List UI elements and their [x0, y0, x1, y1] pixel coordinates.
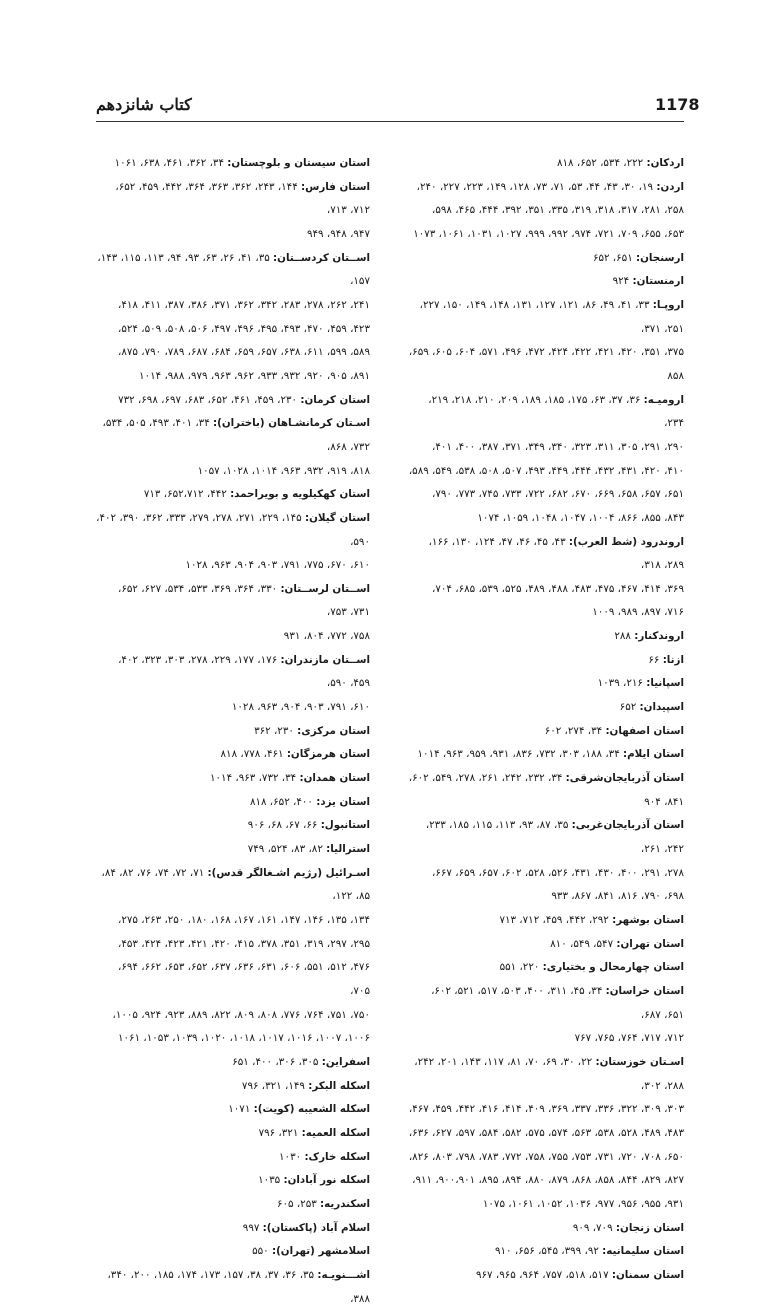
entry-page-refs: ۶۵۱، ۶۵۷، ۶۵۸، ۶۶۹، ۶۷۰، ۶۸۲، ۷۲۲، ۷۳۳، ۷۴۵، ۷۷۳، ۷۹۰، — [432, 488, 684, 501]
entry-term: اسـتان کرمانشـاهان (باختران): — [213, 417, 370, 430]
entry-term: استان فارس: — [301, 180, 370, 193]
index-entry-continuation — [408, 460, 684, 484]
index-entry — [408, 389, 684, 436]
index-entry-continuation — [96, 554, 370, 578]
index-entry — [96, 578, 370, 625]
index-entry-continuation — [96, 365, 370, 389]
entry-page-refs: ۱۰۳۰ — [279, 1150, 305, 1163]
index-entry-continuation — [96, 1004, 370, 1028]
index-entry — [96, 247, 370, 294]
entry-term: استان تهران: — [616, 937, 684, 950]
entry-term: اسپیدان: — [639, 701, 684, 714]
index-entry-continuation — [408, 1146, 684, 1170]
entry-page-refs: ۲۹۲، ۴۴۲، ۴۵۹، ۷۱۲، ۷۱۳ — [499, 914, 613, 926]
entry-page-refs: ۳۶، ۳۷، ۶۳، ۱۷۵، ۱۸۵، ۱۸۹، ۲۰۹، ۲۱۰، ۲۱۸، ۲۱۹، ۲۳۴، — [428, 393, 684, 430]
index-entry — [408, 909, 684, 933]
index-entry-continuation — [96, 341, 370, 365]
entry-page-refs: ۶۵۱، ۶۵۲ — [592, 251, 637, 264]
entry-page-refs: ۲۴۱، ۲۶۲، ۲۷۸، ۲۸۳، ۳۴۲، ۳۶۲، ۳۷۱، ۳۸۶، ۳۸۷، ۴۱۱، ۴۱۸، — [118, 298, 370, 311]
entry-page-refs: ۶۶ — [648, 653, 663, 666]
entry-page-refs: ۲۱۶، ۱۰۳۹ — [597, 677, 647, 690]
entry-page-refs: ۴۰۰، ۶۵۲، ۸۱۸ — [249, 795, 317, 808]
entry-page-refs: ۳۵، ۸۷، ۹۳، ۱۱۳، ۱۱۵، ۱۸۵، ۲۳۳، ۲۴۲، ۲۶۱، — [425, 819, 684, 856]
index-entry-continuation — [96, 909, 370, 933]
index-entry — [96, 791, 370, 815]
entry-page-refs: ۱۷۶، ۱۷۷، ۲۲۹، ۲۷۸، ۳۰۳، ۳۲۳، ۴۰۲، ۴۵۹، ۵۹۰، — [118, 653, 370, 690]
index-entry — [408, 1051, 684, 1098]
index-entry-continuation — [96, 956, 370, 1003]
entry-page-refs: ۲۳۰، ۳۶۲ — [254, 724, 298, 737]
entry-page-refs: ۹۲۴ — [612, 275, 633, 288]
entry-term: اسکله البکر: — [308, 1079, 370, 1092]
entry-term: اســتان مازندران: — [280, 653, 370, 666]
entry-term: استان خراسان: — [605, 984, 684, 997]
index-column-right — [408, 152, 684, 1288]
entry-term: اسکندریه: — [320, 1197, 370, 1210]
entry-term: اردن: — [656, 180, 684, 193]
entry-page-refs: ۸۲۷، ۸۲۹، ۸۴۴، ۸۵۸، ۸۶۸، ۸۷۹، ۸۸۰، ۸۹۴، ۸۹۵، ۹۰۰،۹۰۱، ۹۱۱، — [412, 1174, 684, 1187]
entry-page-refs: ۳۴، ۲۷۴، ۶۰۲ — [544, 724, 606, 737]
index-entry-continuation — [96, 1027, 370, 1051]
index-entry-continuation — [408, 885, 684, 909]
index-entry-continuation — [96, 223, 370, 247]
entry-term: استان یزد: — [316, 795, 370, 808]
index-entry — [408, 672, 684, 696]
index-entry — [408, 247, 684, 271]
index-entry — [408, 743, 684, 767]
index-entry-continuation — [96, 625, 370, 649]
entry-term: اسکله العمیه: — [301, 1126, 370, 1139]
entry-page-refs: ۲۷۸، ۲۹۱، ۴۰۰، ۴۳۰، ۴۳۱، ۵۲۶، ۵۲۸، ۶۰۲، ۶۵۷، ۶۵۹، ۶۶۷، — [432, 866, 684, 879]
index-entry — [408, 980, 684, 1027]
entry-page-refs: ۴۷۶، ۵۱۲، ۵۵۱، ۶۰۶، ۶۳۱، ۶۳۶، ۶۳۷، ۶۵۲، ۶۵۳، ۶۶۲، ۶۹۴، ۷۰۵، — [118, 961, 370, 997]
entry-term: اردکان: — [646, 157, 684, 169]
entry-term: استانبول: — [320, 819, 370, 832]
index-entry — [96, 1146, 370, 1170]
index-entry-continuation — [96, 696, 370, 720]
entry-term: استان سیستان و بلوچستان: — [227, 157, 370, 169]
entry-term: ارومیـه: — [643, 393, 684, 406]
entry-term: استان زنجان: — [615, 1221, 684, 1234]
entry-page-refs: ۲۵۸، ۲۸۱، ۳۱۷، ۳۱۸، ۳۱۹، ۳۳۵، ۳۵۱، ۳۹۲، ۴۴۴، ۴۶۵، ۵۹۸، — [432, 204, 684, 217]
entry-page-refs: ۶۶، ۶۷، ۶۸، ۹۰۶ — [247, 819, 321, 832]
index-entry-continuation — [408, 1169, 684, 1193]
entry-page-refs: ۷۱، ۷۲، ۷۴، ۷۶، ۸۲، ۸۴، ۸۵، ۱۲۲، — [101, 866, 370, 903]
index-entry-continuation — [96, 460, 370, 484]
entry-page-refs: ۷۱۶، ۸۹۷، ۹۸۹، ۱۰۰۹ — [592, 606, 684, 619]
index-entry-continuation — [408, 1027, 684, 1051]
index-entry-continuation — [96, 933, 370, 957]
index-entry — [96, 767, 370, 791]
index-entry — [408, 294, 684, 341]
entry-page-refs: ۳۴، ۳۶۲، ۴۶۱، ۶۳۸، ۱۰۶۱ — [114, 157, 228, 169]
entry-term: اســتان کردســتان: — [273, 251, 370, 264]
entry-page-refs: ۴۲۳، ۴۵۹، ۴۷۰، ۴۹۳، ۴۹۵، ۴۹۶، ۴۹۷، ۵۰۶، ۵۰۸، ۵۰۹، ۵۲۴، — [118, 322, 370, 335]
index-entry — [408, 531, 684, 578]
entry-page-refs: ۹۴۷، ۹۴۸، ۹۴۹ — [307, 227, 370, 240]
index-entry — [96, 862, 370, 909]
entry-page-refs: ۶۵۲ — [619, 701, 640, 714]
entry-page-refs: ۸۲، ۸۳، ۵۲۴، ۷۴۹ — [247, 843, 327, 856]
index-entry — [408, 625, 684, 649]
index-entry — [96, 1051, 370, 1075]
entry-term: استان گیلان: — [304, 511, 370, 524]
index-entry-continuation — [408, 1122, 684, 1146]
index-entry-continuation — [408, 507, 684, 531]
entry-page-refs: ۳۶۹، ۴۱۴، ۴۶۷، ۴۷۵، ۴۸۳، ۴۸۸، ۴۸۹، ۵۲۵، ۵۳۹، ۶۸۵، ۷۰۴، — [432, 582, 684, 595]
entry-term: استان کرمان: — [300, 393, 370, 406]
entry-term: اسکله خارک: — [304, 1150, 370, 1163]
entry-term: اسفراین: — [321, 1055, 370, 1068]
entry-page-refs: ۳۲۱، ۷۹۶ — [258, 1126, 302, 1139]
index-entry — [408, 1217, 684, 1241]
index-entry — [96, 743, 370, 767]
entry-term: استان اصفهان: — [605, 724, 684, 737]
entry-page-refs: ۷۰۹، ۹۰۹ — [572, 1221, 616, 1234]
index-entry-continuation — [408, 436, 684, 460]
entry-term: استان کهکیلویه و بویراحمد: — [230, 488, 370, 501]
entry-term: ازنا: — [662, 653, 684, 666]
entry-page-refs: ۱۹، ۳۰، ۴۳، ۴۴، ۵۳، ۷۱، ۷۳، ۱۲۸، ۱۴۹، ۲۲۳، ۲۲۷، ۲۴۰، — [416, 180, 657, 193]
index-entry — [96, 1193, 370, 1217]
entry-page-refs: ۲۲۲، ۵۳۴، ۶۵۲، ۸۱۸ — [557, 157, 647, 169]
entry-page-refs: ۲۵۳، ۶۰۵ — [276, 1197, 321, 1210]
entry-term: اســتان لرســتان: — [280, 582, 370, 595]
entry-page-refs: ۳۵، ۴۱، ۲۶، ۶۳، ۹۳، ۹۴، ۱۱۳، ۱۱۵، ۱۴۳، ۱۵۷، — [97, 251, 370, 288]
entry-page-refs: ۲۲، ۳۰، ۶۹، ۷۰، ۸۱، ۱۱۷، ۱۴۳، ۲۰۱، ۲۴۲، ۲۸۸، ۳۰۲، — [414, 1055, 684, 1092]
entry-term: اسلامشهر (تهران): — [271, 1245, 370, 1258]
entry-term: استان سمنان: — [611, 1268, 684, 1281]
index-entry-continuation — [408, 578, 684, 602]
entry-page-refs: ۳۴، ۷۳۲، ۹۶۳، ۱۰۱۴ — [209, 772, 300, 785]
entry-page-refs: ۱۴۹، ۳۲۱، ۷۹۶ — [241, 1079, 309, 1092]
index-entry — [408, 933, 684, 957]
index-entry — [408, 152, 684, 176]
entry-term: استان مرکزی: — [297, 724, 370, 737]
entry-page-refs: ۳۴، ۴۰۱، ۴۹۳، ۵۰۵، ۵۳۴، ۷۳۲، ۸۶۸، — [102, 417, 370, 453]
index-entry — [96, 838, 370, 862]
entry-term: اسکله الشعیبه (کویت): — [253, 1103, 370, 1116]
entry-page-refs: ۲۹۰، ۲۹۱، ۳۰۵، ۳۱۱، ۳۲۳، ۳۴۰، ۳۴۹، ۳۷۱، ۳۸۷، ۴۰۰، ۴۰۱، — [432, 440, 684, 453]
entry-page-refs: ۸۹۱، ۹۰۵، ۹۲۰، ۹۳۲، ۹۳۳، ۹۶۲، ۹۶۳، ۹۷۹، ۹۸۸، ۱۰۱۴ — [139, 369, 370, 382]
book-title: کتاب شانزدهم — [96, 95, 192, 114]
index-entry-continuation — [408, 1193, 684, 1217]
entry-term: استان همدان: — [299, 772, 370, 785]
entry-page-refs: ۶۹۸، ۷۹۰، ۸۱۶، ۸۴۱، ۸۶۷، ۹۳۳ — [551, 890, 684, 903]
index-entry — [408, 720, 684, 744]
entry-page-refs: ۱۴۵، ۲۲۹، ۲۷۱، ۲۷۸، ۲۷۹، ۳۳۳، ۳۶۲، ۳۹۰، ۴۰۲، ۵۹۰، — [96, 511, 370, 548]
index-entry — [96, 1075, 370, 1099]
entry-page-refs: ۶۵۰، ۷۰۸، ۷۲۰، ۷۳۱، ۷۵۳، ۷۵۵، ۷۵۸، ۷۷۲، ۷۸۳، ۷۹۸، ۸۰۳، ۸۲۶، — [408, 1150, 684, 1163]
entry-page-refs: ۷۵۰، ۷۵۱، ۷۶۴، ۷۷۶، ۸۰۸، ۸۰۹، ۸۲۲، ۸۸۹، ۹۲۳، ۹۲۴، ۱۰۰۵، — [112, 1008, 370, 1021]
entry-page-refs: ۱۰۰۶، ۱۰۰۷، ۱۰۱۶، ۱۰۱۷، ۱۰۱۸، ۱۰۲۰، ۱۰۳۹، ۱۰۵۳، ۱۰۶۱ — [118, 1032, 370, 1045]
index-entry-continuation — [408, 1098, 684, 1122]
index-entry — [96, 1240, 370, 1264]
index-entry — [96, 507, 370, 554]
entry-term: استان ایلام: — [623, 748, 684, 761]
entry-term: استان سلیمانیه: — [602, 1245, 684, 1258]
entry-page-refs: ۵۸۹، ۵۹۹، ۶۱۱، ۶۳۸، ۶۵۷، ۶۵۹، ۶۸۴، ۶۸۷، ۷۸۹، ۷۹۰، ۸۷۵، — [118, 346, 370, 359]
header-rule — [96, 121, 684, 122]
entry-term: استان چهارمحال و بختیاری: — [542, 961, 684, 974]
entry-term: اروندکنار: — [634, 630, 684, 643]
entry-page-refs: ۱۴۴، ۲۴۳، ۳۶۲، ۳۶۳، ۳۶۴، ۴۴۲، ۴۵۹، ۶۵۲، ۷۱۲، ۷۱۳، — [115, 180, 370, 217]
index-entry — [96, 412, 370, 459]
index-entry — [96, 152, 370, 176]
entry-page-refs: ۹۹۷ — [242, 1221, 263, 1234]
entry-term: استان هرمزگان: — [286, 748, 370, 761]
index-entry — [96, 176, 370, 223]
index-entry-continuation — [408, 341, 684, 388]
entry-page-refs: ۵۵۰ — [252, 1245, 272, 1258]
entry-page-refs: ۶۱۰، ۷۹۱، ۹۰۳، ۹۰۴، ۹۶۳، ۱۰۲۸ — [231, 701, 370, 714]
entry-term: استان آذربایجان‌غربی: — [571, 819, 684, 832]
entry-page-refs: ۴۴۲، ۶۵۲،۷۱۲، ۷۱۳ — [143, 488, 231, 501]
entry-page-refs: ۳۷۵، ۳۵۱، ۴۲۰، ۴۲۱، ۴۲۲، ۴۲۴، ۴۷۲، ۴۹۶، ۵۷۱، ۶۰۴، ۶۰۵، ۶۵۹، ۸۵۸ — [408, 346, 684, 382]
entry-page-refs: ۴۱۰، ۴۲۰، ۴۳۱، ۴۳۲، ۴۴۴، ۴۴۹، ۴۹۳، ۵۰۷، ۵۰۸، ۵۳۸، ۵۴۹، ۵۸۹، — [408, 464, 684, 477]
index-entry — [96, 1264, 370, 1311]
index-column-left — [96, 152, 370, 1311]
entry-page-refs: ۳۴، ۲۳۲، ۲۴۲، ۲۶۱، ۲۷۸، ۵۴۹، ۶۰۲، ۸۴۱، ۹۰۴ — [408, 772, 684, 808]
entry-page-refs: ۶۵۳، ۶۵۵، ۷۰۹، ۷۲۱، ۹۷۴، ۹۹۲، ۹۹۹، ۱۰۲۷، ۱۰۳۱، ۱۰۶۱، ۱۰۷۳ — [413, 227, 684, 240]
index-entry-continuation — [96, 294, 370, 318]
entry-page-refs: ۳۰۵، ۳۰۶، ۴۰۰، ۶۵۱ — [232, 1055, 322, 1068]
page-number: 1178 — [655, 95, 700, 114]
index-entry — [96, 649, 370, 696]
entry-page-refs: ۷۵۸، ۷۷۲، ۸۰۴، ۹۳۱ — [283, 630, 370, 643]
index-entry — [408, 767, 684, 814]
index-entry — [96, 720, 370, 744]
entry-page-refs: ۳۳، ۴۱، ۴۹، ۸۶، ۱۲۱، ۱۲۷، ۱۳۱، ۱۴۸، ۱۴۹، ۱۵۰، ۲۲۷، ۲۵۱، ۳۷۱، — [419, 298, 684, 335]
entry-term: اسکله نور آبادان: — [283, 1174, 370, 1187]
index-entry — [96, 1098, 370, 1122]
entry-term: اشـــنویـه: — [317, 1268, 370, 1281]
entry-term: اسپانیا: — [646, 677, 684, 690]
index-entry — [408, 696, 684, 720]
entry-page-refs: ۴۳، ۴۵، ۴۶، ۴۷، ۱۲۴، ۱۳۰، ۱۶۶، ۲۸۹، ۳۱۸، — [428, 535, 684, 572]
entry-page-refs: ۳۵، ۳۶، ۳۷، ۳۸، ۱۵۷، ۱۷۳، ۱۷۴، ۱۸۵، ۲۰۰، ۳۴۰، ۳۸۸، — [107, 1268, 370, 1305]
entry-page-refs: ۲۳۰، ۴۵۹، ۴۶۱، ۶۵۲، ۶۸۳، ۶۹۷، ۶۹۸، ۷۳۲ — [118, 393, 301, 406]
entry-term: اسلام آباد (پاکستان): — [262, 1221, 370, 1234]
entry-page-refs: ۹۳۱، ۹۵۵، ۹۵۶، ۹۷۷، ۱۰۳۶، ۱۰۵۲، ۱۰۶۱، ۱۰۷۵ — [482, 1197, 684, 1210]
entry-page-refs: ۴۶۱، ۷۷۸، ۸۱۸ — [220, 748, 287, 761]
index-entry — [408, 956, 684, 980]
entry-term: اروپـا: — [652, 298, 684, 311]
index-entry-continuation — [408, 199, 684, 223]
entry-term: اسـتان خوزستان: — [595, 1055, 684, 1068]
entry-page-refs: ۲۹۵، ۲۹۷، ۳۱۹، ۳۵۱، ۳۷۸، ۴۱۵، ۴۲۰، ۴۲۱، ۴۲۳، ۴۲۴، ۴۵۳، — [118, 937, 370, 950]
entry-page-refs: ۱۰۳۵ — [258, 1174, 284, 1187]
entry-page-refs: ۴۸۳، ۴۸۹، ۵۲۸، ۵۳۸، ۵۶۳، ۵۷۴، ۵۷۵، ۵۸۲، ۵۸۴، ۵۹۷، ۶۲۷، ۶۳۶، — [408, 1126, 684, 1139]
entry-page-refs: ۳۴، ۴۵، ۳۱۱، ۴۰۰، ۵۰۳، ۵۱۷، ۵۲۱، ۶۰۲، ۶۵۱، ۶۸۷، — [431, 984, 684, 1021]
entry-page-refs: ۵۱۷، ۵۱۸، ۷۵۷، ۹۶۴، ۹۶۵، ۹۶۷ — [476, 1268, 612, 1281]
entry-term: استان بوشهر: — [612, 914, 684, 926]
index-entry-continuation — [408, 601, 684, 625]
index-entry — [408, 814, 684, 861]
index-entry — [408, 270, 684, 294]
entry-page-refs: ۳۴، ۱۸۸، ۳۰۳، ۷۳۲، ۸۳۶، ۹۳۱، ۹۵۹، ۹۶۳، ۱۰۱۴ — [417, 748, 624, 761]
index-entry — [408, 1240, 684, 1264]
entry-term: ارمنستان: — [632, 275, 684, 288]
entry-term: ارسنجان: — [636, 251, 684, 264]
entry-page-refs: ۶۱۰، ۶۷۰، ۷۷۵، ۷۹۱، ۹۰۳، ۹۰۴، ۹۶۳، ۱۰۲۸ — [185, 559, 370, 572]
index-entry — [408, 649, 684, 673]
index-entry — [96, 1169, 370, 1193]
entry-page-refs: ۲۸۸ — [614, 630, 635, 643]
entry-term: استان آذربایجان‌شرقی: — [565, 772, 684, 785]
index-entry — [96, 1217, 370, 1241]
entry-term: اروندرود (شط العرب): — [568, 535, 684, 548]
entry-page-refs: ۱۳۴، ۱۳۵، ۱۴۶، ۱۴۷، ۱۶۱، ۱۶۷، ۱۶۸، ۱۸۰، ۲۵۰، ۲۶۳، ۲۷۵، — [118, 914, 370, 926]
entry-page-refs: ۳۳۰، ۳۶۴، ۳۶۹، ۵۳۳، ۵۳۴، ۶۲۷، ۶۵۲، ۷۳۱، ۷۵۳، — [118, 582, 370, 619]
index-entry-continuation — [96, 318, 370, 342]
entry-page-refs: ۳۰۳، ۳۰۹، ۳۲۲، ۳۳۶، ۳۳۷، ۳۶۹، ۴۰۹، ۴۱۴، ۴۱۶، ۴۴۲، ۴۵۹، ۴۶۷، — [408, 1103, 684, 1116]
entry-page-refs: ۹۲، ۳۹۹، ۵۴۵، ۶۵۶، ۹۱۰ — [495, 1245, 603, 1258]
entry-page-refs: ۲۲۰، ۵۵۱ — [499, 961, 543, 974]
index-entry — [408, 176, 684, 200]
index-entry-continuation — [408, 223, 684, 247]
index-entry — [96, 1122, 370, 1146]
index-entry-continuation — [408, 483, 684, 507]
entry-page-refs: ۸۴۳، ۸۵۵، ۸۶۶، ۱۰۰۴، ۱۰۴۷، ۱۰۴۸، ۱۰۵۹، ۱۰۷۴ — [477, 511, 684, 524]
entry-term: استرالیا: — [326, 843, 370, 856]
entry-page-refs: ۱۰۷۱ — [228, 1103, 254, 1116]
index-entry — [408, 1264, 684, 1288]
entry-page-refs: ۷۱۲، ۷۱۷، ۷۶۴، ۷۶۵، ۷۶۷ — [574, 1032, 684, 1045]
entry-page-refs: ۵۴۷، ۵۴۹، ۸۱۰ — [550, 937, 617, 950]
entry-term: اسـرائیل (رژیم اشـغالگر قدس): — [207, 866, 370, 879]
entry-page-refs: ۸۱۸، ۹۱۹، ۹۳۲، ۹۶۳، ۱۰۱۴، ۱۰۲۸، ۱۰۵۷ — [197, 464, 370, 477]
index-entry — [96, 389, 370, 413]
index-entry — [96, 483, 370, 507]
index-entry — [96, 814, 370, 838]
index-entry-continuation — [408, 862, 684, 886]
